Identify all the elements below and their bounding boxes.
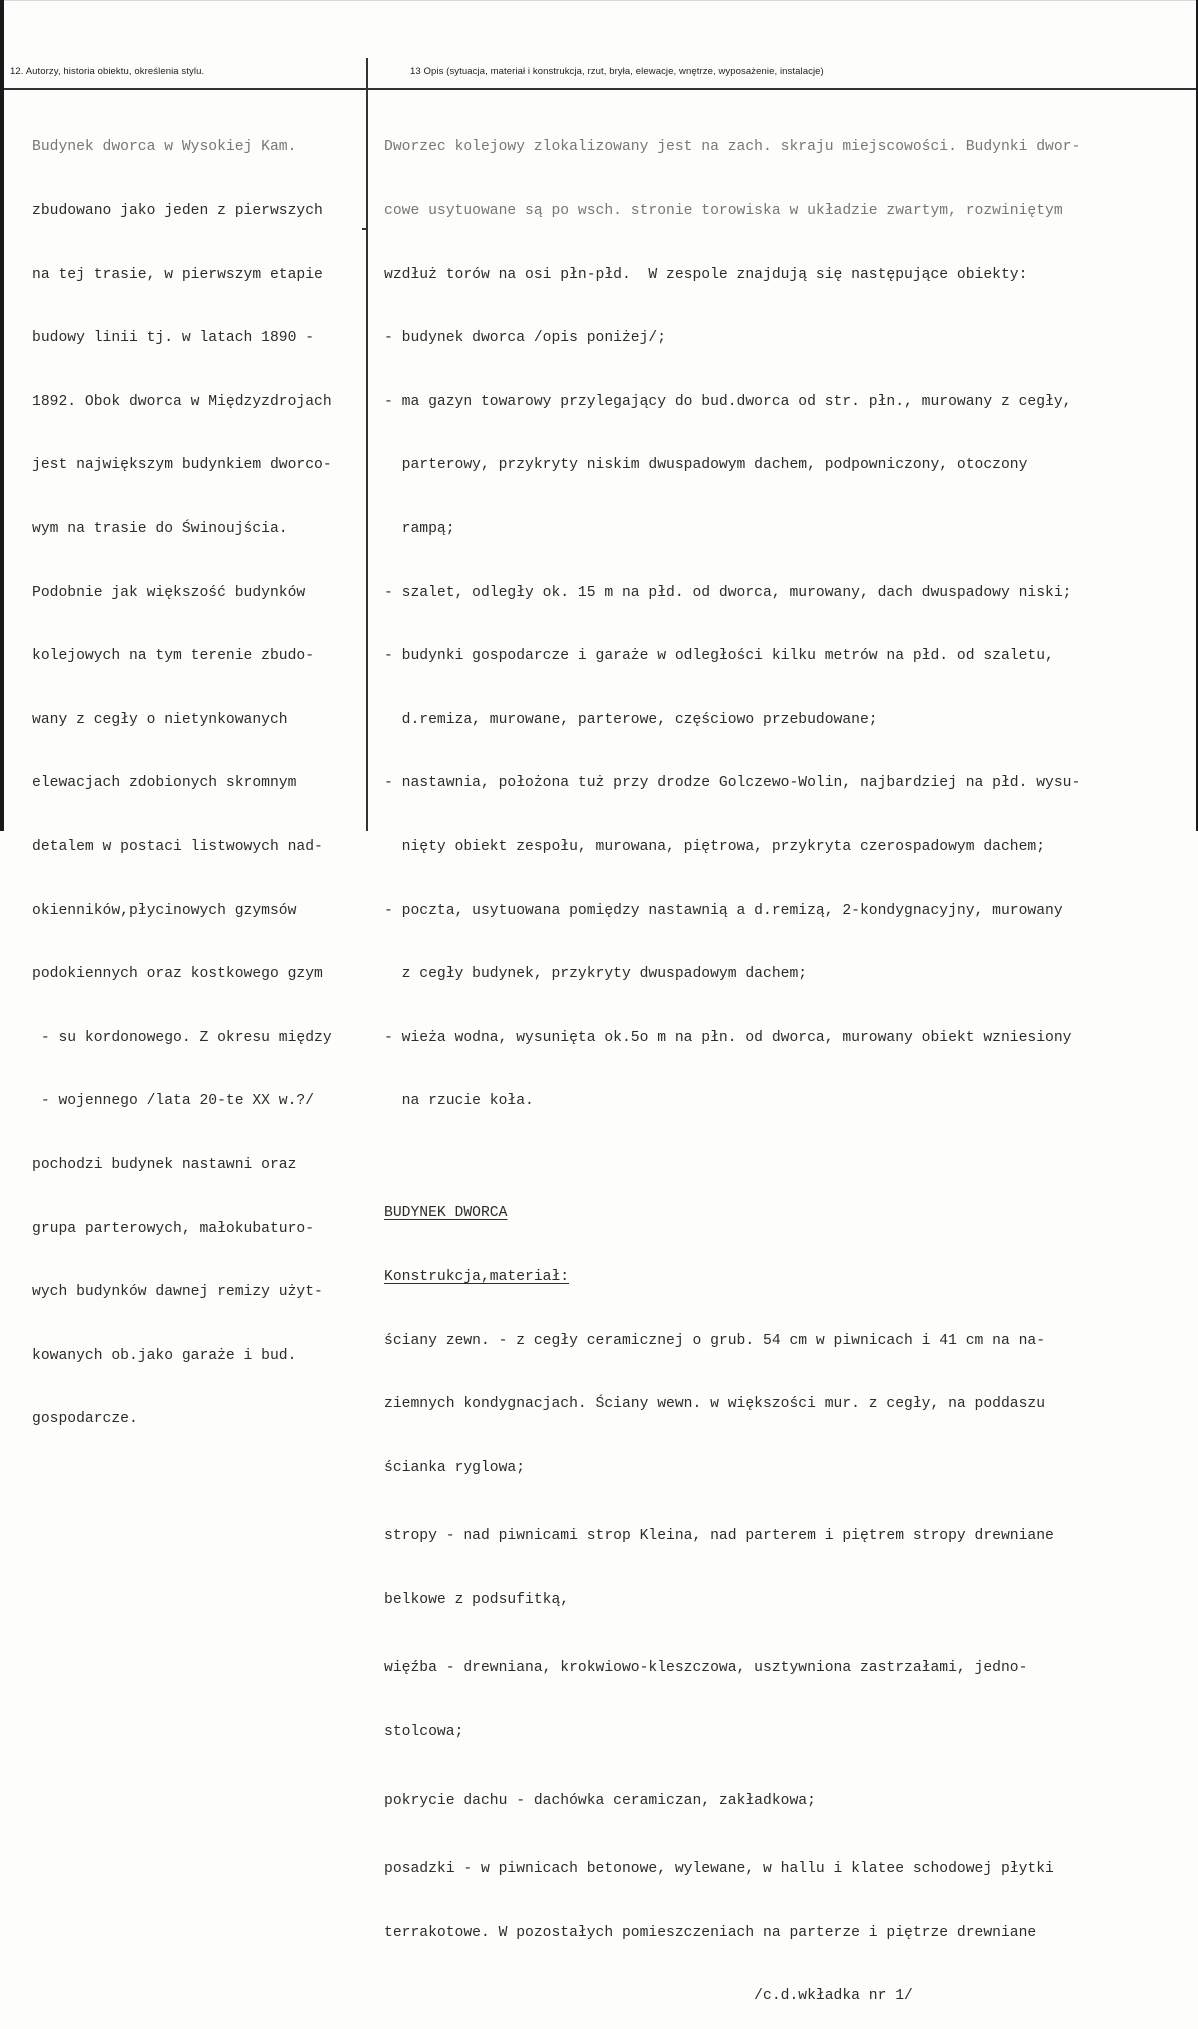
object-list-item: - ma gazyn towarowy przylegający do bud.dworca od str. płn., murowany z cegły, (384, 393, 1072, 410)
object-list-item: - nastawnia, położona tuż przy drodze Golczewo-Wolin, najbardziej na płd. wysu- (384, 775, 1081, 792)
description-line: Dworzec kolejowy zlokalizowany jest na zach. skraju miejscowości. Budynki dwor- (384, 139, 1081, 156)
history-line: 1892. Obok dworca w Międzyzdrojach (32, 393, 332, 410)
history-line: elewacjach zdobionych skromnym (32, 775, 297, 792)
history-line: grupa parterowych, małokubaturo- (32, 1220, 315, 1237)
description-line: cowe usytuowane są po wsch. stronie torowiska w układzie zwartym, rozwiniętym (384, 203, 1063, 219)
construction-line: stropy - nad piwnicami strop Kleina, nad parterem i piętrem stropy drewniane (384, 1528, 1054, 1545)
page-top-edge (0, 0, 1198, 1)
history-line: na tej trasie, w pierwszym etapie (32, 266, 323, 283)
construction-line: terrakotowe. W pozostałych pomieszczeniach na parterze i piętrze drewniane (384, 1924, 1037, 1941)
history-line: zbudowano jako jeden z pierwszych (32, 203, 323, 219)
construction-line: ściany zewn. - z cegły ceramicznej o grub. 54 cm w piwnicach i 41 cm na na- (384, 1332, 1046, 1349)
history-line: - wojennego /lata 20-te XX w.?/ (32, 1093, 315, 1110)
construction-line: stolcowa; (384, 1724, 464, 1741)
header-divider (4, 88, 1196, 90)
section-title: BUDYNEK DWORCA (384, 1205, 508, 1222)
history-line: podokiennych oraz kostkowego gzym (32, 966, 323, 983)
construction-line: więźba - drewniana, krokwiowo-kleszczowa, usztywniona zastrzałami, jedno- (384, 1660, 1028, 1677)
object-list-item: nięty obiekt zespołu, murowana, piętrowa, przykryta czerospadowym dachem; (384, 838, 1046, 855)
column-divider-tick (362, 228, 368, 230)
history-line: wany z cegły o nietynkowanych (32, 711, 288, 728)
object-list-item: d.remiza, murowane, parterowe, częściowo przebudowane; (384, 711, 878, 728)
object-list-item: - budynek dworca /opis poniżej/; (384, 330, 667, 347)
object-list-item: parterowy, przykryty niskim dwuspadowym dachem, podpowniczony, otoczony (384, 457, 1028, 474)
history-line: budowy linii tj. w latach 1890 - (32, 330, 315, 347)
history-line: wym na trasie do Świnoujścia. (32, 520, 288, 537)
construction-line: ziemnych kondygnacjach. Ściany wewn. w większości mur. z cegły, na poddaszu (384, 1396, 1046, 1413)
history-line: wych budynków dawnej remizy użyt- (32, 1284, 323, 1301)
history-line: kowanych ob.jako garaże i bud. (32, 1347, 297, 1364)
history-line: okienników,płycinowych gzymsów (32, 902, 297, 919)
subsection-title: Konstrukcja,materiał: (384, 1268, 570, 1285)
construction-line: belkowe z podsufitką, (384, 1591, 570, 1608)
description-line: wzdłuż torów na osi płn-płd. W zespole znajdują się następujące obiekty: (384, 266, 1028, 283)
object-list-item: - poczta, usytuowana pomiędzy nastawnią a d.remizą, 2-kondygnacyjny, murowany (384, 902, 1063, 919)
object-list-item: - wieża wodna, wysunięta ok.5o m na płn. od dworca, murowany obiekt wzniesiony (384, 1029, 1072, 1046)
column-divider (366, 58, 368, 831)
continuation-note: /c.d.wkładka nr 1/ (384, 1988, 913, 2005)
object-list-item: - szalet, odległy ok. 15 m na płd. od dworca, murowany, dach dwuspadowy niski; (384, 584, 1072, 601)
object-list-item: z cegły budynek, przykryty dwuspadowym dachem; (384, 966, 808, 983)
history-line: Podobnie jak większość budynków (32, 584, 306, 601)
history-line: kolejowych na tym terenie zbudo- (32, 648, 315, 665)
description-column (384, 95, 1080, 2029)
history-line: jest największym budynkiem dworco- (32, 457, 332, 474)
object-list-item: na rzucie koła. (384, 1093, 534, 1110)
construction-line: ścianka ryglowa; (384, 1459, 526, 1476)
section-12-header: 12. Autorzy, historia obiektu, określenia stylu. (10, 66, 205, 77)
history-line: pochodzi budynek nastawni oraz (32, 1156, 297, 1173)
object-list-item: - budynki gospodarcze i garaże w odległości kilku metrów na płd. od szaletu, (384, 648, 1054, 665)
history-line: - su kordonowego. Z okresu między (32, 1029, 332, 1046)
paragraph-gap (384, 1155, 1080, 1161)
history-line: Budynek dworca w Wysokiej Kam. (32, 139, 297, 156)
object-list-item: rampą; (384, 520, 455, 537)
history-line: gospodarcze. (32, 1411, 138, 1428)
construction-line: pokrycie dachu - dachówka ceramiczan, zakładkowa; (384, 1792, 816, 1809)
section-13-header: 13 Opis (sytuacja, materiał i konstrukcja, rzut, bryła, elewacje, wnętrze, wyposażenie, instalacje) (410, 66, 824, 77)
page-left-border (0, 0, 4, 831)
history-line: detalem w postaci listwowych nad- (32, 838, 323, 855)
construction-line: posadzki - w piwnicach betonowe, wylewane, w hallu i klatee schodowej płytki (384, 1861, 1054, 1878)
history-column (32, 95, 332, 1452)
